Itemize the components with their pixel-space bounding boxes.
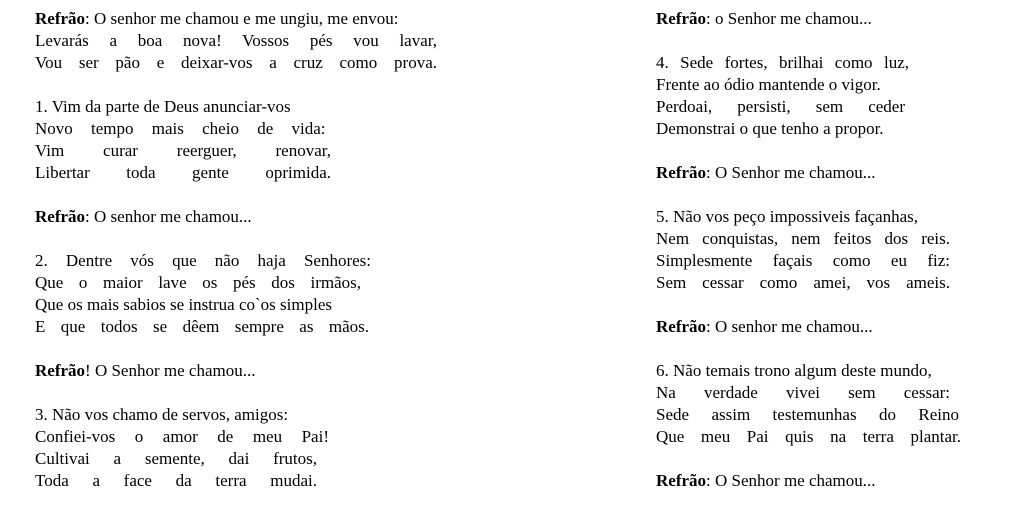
verse-6 xyxy=(656,360,968,448)
verse-line: Demonstrai o que tenho a propor. xyxy=(656,119,884,138)
refrain-1 xyxy=(35,206,437,228)
verse-1 xyxy=(35,96,437,184)
refrain-text: : O senhor me chamou... xyxy=(85,207,252,226)
refrain-text: : O senhor me chamou e me ungiu, me envou: xyxy=(85,9,399,28)
verse-line: 1. Vim da parte de Deus anunciar-vos xyxy=(35,97,291,116)
refrain-label: Refrão xyxy=(656,163,707,182)
refrain-2 xyxy=(35,360,437,382)
verse-line: 5. Não vos peço impossiveis façanhas, xyxy=(656,207,919,226)
verse-line: 4. Sede fortes, brilhai como luz, xyxy=(656,53,909,72)
verse-line: 6. Não temais trono algum deste mundo, xyxy=(656,361,932,380)
verse-4 xyxy=(656,52,968,140)
refrain-label: Refrão xyxy=(656,317,707,336)
refrain-label: Refrão xyxy=(35,361,86,380)
refrain-6 xyxy=(656,470,968,492)
verse-2 xyxy=(35,250,437,338)
refrain-4 xyxy=(656,162,968,184)
verse-line: Vim curar reerguer, renovar, xyxy=(35,141,331,160)
verse-line: Sede assim testemunhas do Reino xyxy=(656,405,959,424)
verse-line: Confiei-vos o amor de meu Pai! xyxy=(35,427,329,446)
refrain-intro-line-1 xyxy=(35,8,437,30)
refrain-text: : o Senhor me chamou... xyxy=(706,9,872,28)
refrain-text: ! O Senhor me chamou... xyxy=(85,361,256,380)
verse-line: Simplesmente façais como eu fiz: xyxy=(656,251,950,270)
verse-5 xyxy=(656,206,968,294)
verse-line: Perdoai, persisti, sem ceder xyxy=(656,97,905,116)
refrain-text: : O Senhor me chamou... xyxy=(706,163,876,182)
refrain-intro-line-2: Levarás a boa nova! Vossos pés vou lavar, xyxy=(35,31,437,50)
verse-line: 3. Não vos chamo de servos, amigos: xyxy=(35,405,289,424)
verse-line: Libertar toda gente oprimida. xyxy=(35,163,331,182)
verse-line: Que meu Pai quis na terra plantar. xyxy=(656,427,961,446)
refrain-text: : O senhor me chamou... xyxy=(706,317,873,336)
verse-line: Nem conquistas, nem feitos dos reis. xyxy=(656,229,950,248)
verse-line: Que o maior lave os pés dos irmãos, xyxy=(35,273,361,292)
verse-line: E que todos se dêem sempre as mãos. xyxy=(35,317,369,336)
left-column xyxy=(35,8,437,492)
refrain-intro-line-3: Vou ser pão e deixar-vos a cruz como prova. xyxy=(35,53,437,72)
verse-line: Toda a face da terra mudai. xyxy=(35,471,317,490)
verse-line: Cultivai a semente, dai frutos, xyxy=(35,449,317,468)
verse-line: Na verdade vivei sem cessar: xyxy=(656,383,950,402)
verse-line: Novo tempo mais cheio de vida: xyxy=(35,119,326,138)
refrain-top xyxy=(656,8,968,30)
refrain-text: : O Senhor me chamou... xyxy=(706,471,876,490)
refrain-intro xyxy=(35,8,437,74)
verse-line: 2. Dentre vós que não haja Senhores: xyxy=(35,251,371,270)
right-column xyxy=(656,8,968,492)
verse-line: Sem cessar como amei, vos ameis. xyxy=(656,273,950,292)
verse-line: Que os mais sabios se instrua co`os simples xyxy=(35,295,332,314)
refrain-label: Refrão xyxy=(656,9,707,28)
refrain-5 xyxy=(656,316,968,338)
refrain-label: Refrão xyxy=(35,207,86,226)
refrain-label: Refrão xyxy=(35,9,86,28)
verse-line: Frente ao ódio mantende o vigor. xyxy=(656,75,881,94)
verse-3 xyxy=(35,404,437,492)
refrain-label: Refrão xyxy=(656,471,707,490)
